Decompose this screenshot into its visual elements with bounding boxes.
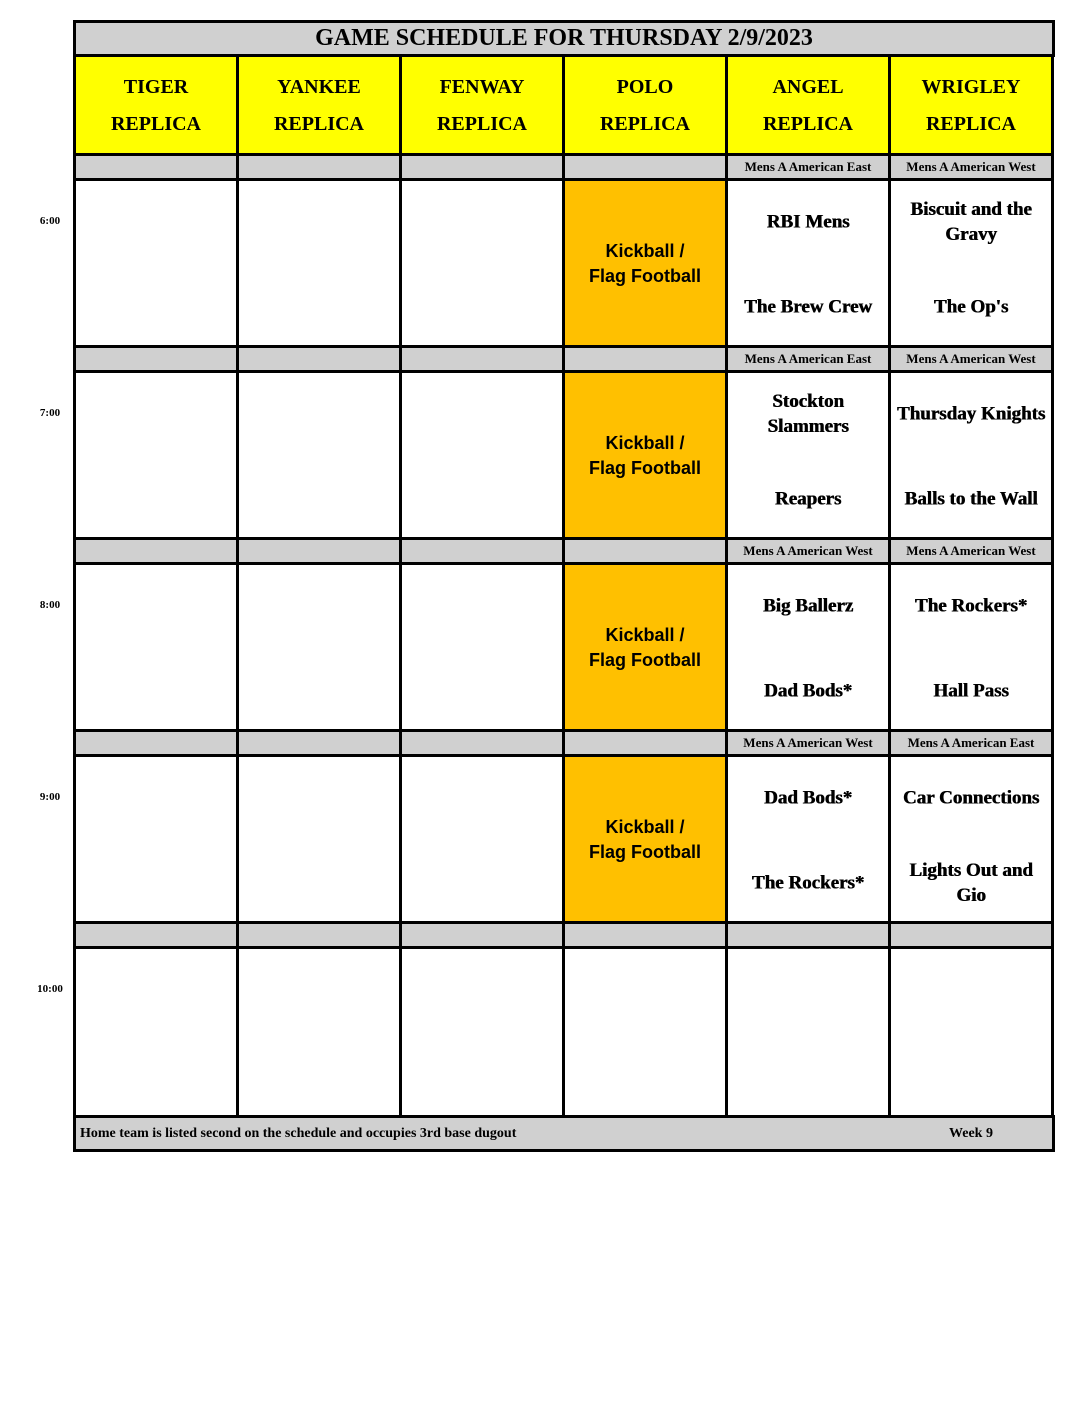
- division-bar: [73, 345, 239, 373]
- division-bar: [399, 537, 565, 565]
- kickball-line: Flag Football: [589, 842, 701, 862]
- division-bar: [399, 153, 565, 181]
- empty-slot: [399, 370, 565, 542]
- division-bar: [399, 345, 565, 373]
- game-slot: [725, 178, 891, 350]
- field-header-tiger: [73, 54, 239, 157]
- division-bar: [888, 921, 1054, 949]
- home-team: Balls to the Wall: [904, 488, 1038, 510]
- game-slot: [888, 562, 1054, 734]
- title-text: GAME SCHEDULE FOR THURSDAY 2/9/2023: [315, 25, 813, 51]
- empty-slot: [236, 370, 402, 542]
- empty-slot: [73, 754, 239, 926]
- home-team: The Rockers*: [751, 872, 865, 894]
- field-name: TIGER: [123, 75, 189, 98]
- home-team: Reapers: [774, 488, 842, 510]
- away-team: Big Ballerz: [762, 595, 854, 617]
- field-header-fenway: [399, 54, 565, 157]
- kickball-line: Kickball /: [605, 433, 685, 453]
- home-team: Dad Bods*: [763, 680, 853, 702]
- field-subtitle: REPLICA: [436, 112, 527, 135]
- empty-slot: [73, 370, 239, 542]
- field-subtitle: REPLICA: [599, 112, 690, 135]
- division-bar: Mens A American East: [725, 153, 891, 181]
- game-slot: [888, 178, 1054, 350]
- away-team: Biscuit and the Gravy: [910, 199, 1032, 245]
- footer-bar: [73, 1115, 1055, 1152]
- home-team: Lights Out and Gio: [909, 860, 1033, 906]
- empty-slot: [562, 946, 728, 1118]
- field-name: WRIGLEY: [921, 75, 1021, 98]
- empty-slot: [73, 178, 239, 350]
- field-name: POLO: [616, 75, 674, 98]
- empty-slot: [73, 946, 239, 1118]
- home-team: Hall Pass: [933, 680, 1009, 702]
- division-bar: [73, 537, 239, 565]
- division-bar: Mens A American West: [725, 729, 891, 757]
- division-bar: [399, 921, 565, 949]
- game-slot: [725, 562, 891, 734]
- field-header-yankee: [236, 54, 402, 157]
- kickball-line: Flag Football: [589, 650, 701, 670]
- kickball-line: Kickball /: [605, 817, 685, 837]
- week-label: Week 9: [949, 1125, 993, 1141]
- division-bar: [562, 921, 728, 949]
- time-label: 8:00: [39, 599, 61, 611]
- kickball-line: Flag Football: [589, 458, 701, 478]
- kickball-slot: [562, 754, 728, 926]
- field-header-polo: [562, 54, 728, 157]
- empty-slot: [236, 178, 402, 350]
- division-bar: [236, 921, 402, 949]
- kickball-label: [565, 815, 725, 865]
- field-subtitle: REPLICA: [925, 112, 1016, 135]
- field-header-angel: [725, 54, 891, 157]
- kickball-line: Flag Football: [589, 266, 701, 286]
- home-team: The Op's: [933, 296, 1009, 318]
- kickball-label: [565, 623, 725, 673]
- game-slot: [725, 370, 891, 542]
- time-label: 9:00: [39, 791, 61, 803]
- division-bar: [236, 537, 402, 565]
- kickball-slot: [562, 370, 728, 542]
- home-team: The Brew Crew: [743, 296, 873, 318]
- division-bar: [562, 537, 728, 565]
- kickball-label: [565, 431, 725, 481]
- division-bar: [399, 729, 565, 757]
- division-bar: [73, 921, 239, 949]
- empty-slot: [399, 562, 565, 734]
- empty-slot: [236, 562, 402, 734]
- away-team: Stockton Slammers: [767, 391, 849, 437]
- time-label: 6:00: [39, 215, 61, 227]
- away-team: Dad Bods*: [763, 787, 853, 809]
- game-slot: [888, 370, 1054, 542]
- kickball-line: Kickball /: [605, 241, 685, 261]
- field-name: FENWAY: [439, 75, 525, 98]
- game-slot: [888, 754, 1054, 926]
- division-bar: [73, 153, 239, 181]
- empty-slot: [725, 946, 891, 1118]
- kickball-label: [565, 239, 725, 289]
- time-label: 7:00: [39, 407, 61, 419]
- field-header-wrigley: [888, 54, 1054, 157]
- division-bar: [73, 729, 239, 757]
- away-team: RBI Mens: [766, 211, 850, 233]
- field-subtitle: REPLICA: [273, 112, 364, 135]
- field-name: YANKEE: [277, 75, 361, 98]
- division-bar: [562, 729, 728, 757]
- division-bar: [236, 729, 402, 757]
- kickball-line: Kickball /: [605, 625, 685, 645]
- division-bar: Mens A American West: [888, 345, 1054, 373]
- empty-slot: [399, 946, 565, 1118]
- division-bar: Mens A American East: [888, 729, 1054, 757]
- division-bar: [562, 345, 728, 373]
- division-bar: Mens A American West: [888, 537, 1054, 565]
- away-team: Thursday Knights: [896, 403, 1046, 425]
- empty-slot: [236, 946, 402, 1118]
- division-bar: [236, 153, 402, 181]
- division-bar: Mens A American West: [725, 537, 891, 565]
- kickball-slot: [562, 562, 728, 734]
- kickball-slot: [562, 178, 728, 350]
- away-team: The Rockers*: [914, 595, 1028, 617]
- empty-slot: [399, 178, 565, 350]
- empty-slot: [399, 754, 565, 926]
- field-subtitle: REPLICA: [762, 112, 853, 135]
- empty-slot: [73, 562, 239, 734]
- division-bar: [236, 345, 402, 373]
- page-title: [73, 20, 1055, 57]
- time-label: 10:00: [37, 983, 63, 995]
- away-team: Car Connections: [902, 787, 1040, 809]
- field-name: ANGEL: [772, 75, 844, 98]
- empty-slot: [888, 946, 1054, 1118]
- division-bar: [725, 921, 891, 949]
- division-bar: [562, 153, 728, 181]
- footer-note: Home team is listed second on the schedule and occupies 3rd base dugout: [80, 1125, 517, 1141]
- game-slot: [725, 754, 891, 926]
- field-subtitle: REPLICA: [110, 112, 201, 135]
- division-bar: Mens A American West: [888, 153, 1054, 181]
- division-bar: Mens A American East: [725, 345, 891, 373]
- empty-slot: [236, 754, 402, 926]
